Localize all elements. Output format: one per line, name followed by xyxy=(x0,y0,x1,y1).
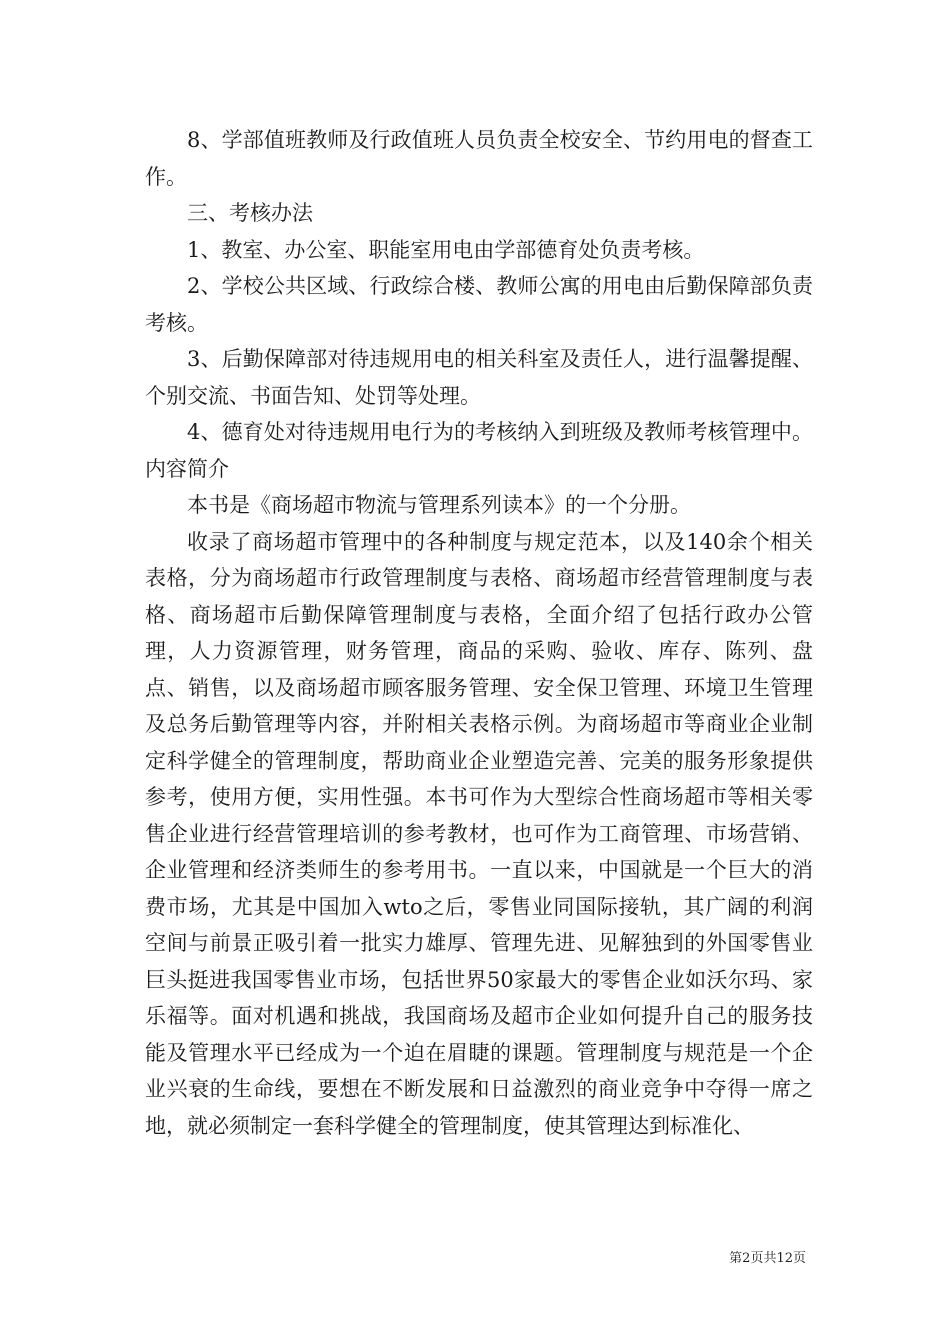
page-number: 第2页共12页 xyxy=(729,1251,806,1266)
paragraph-assessment-item-2: 2、学校公共区域、行政综合楼、教师公寓的用电由后勤保障部负责考核。 xyxy=(145,274,813,335)
paragraph-book-intro: 本书是《商场超市物流与管理系列读本》的一个分册。 xyxy=(187,493,691,517)
paragraph-assessment-item-1: 1、教室、办公室、职能室用电由学部德育处负责考核。 xyxy=(187,237,705,262)
paragraph-assessment-item-3: 3、后勤保障部对待违规用电的相关科室及责任人，进行温馨提醒、个别交流、书面告知、处罚等处理。 xyxy=(145,347,813,408)
paragraph-assessment-item-4: 4、德育处对待违规用电行为的考核纳入到班级及教师考核管理中。内容简介 xyxy=(145,420,813,481)
paragraph-book-description: 收录了商场超市管理中的各种制度与规定范本，以及140余个相关表格，分为商场超市行政管理制度与表格、商场超市经营管理制度与表格、商场超市后勤保障管理制度与表格，全面介绍了包括行政办公管理，人力资源管理，财务管理，商品的采购、验收、库存、陈列、盘点、销售，以及商场超市顾客服务管理、安全保卫管理、环境卫生管理及总务后勤管理等内容，并附相关表格示例。为商场超市等商业企业制定科学健全的管理制度，帮助商业企业塑造完善、完美的服务形象提供参考，使用方便，实用性强。本书可作为大型综合性商场超市等相关零售企业进行经营管理培训的参考教材，也可作为工商管理、市场营销、企业管理和经济类师生的参考用书。一直以来，中国就是一个巨大的消费市场，尤其是中国加入wto之后，零售业同国际接轨，其广阔的利润空间与前景正吸引着一批实力雄厚、管理先进、见解独到的外国零售业巨头挺进我国零售业市场，包括世界50家最大的零售企业如沃尔玛、家乐福等。面对机遇和挑战，我国商场及超市企业如何提升自己的服务技能及管理水平已经成为一个迫在眉睫的课题。管理制度与规范是一个企业兴衰的生命线，要想在不断发展和日益激烈的商业竞争中夺得一席之地，就必须制定一套科学健全的管理制度，使其管理达到标准化、 xyxy=(145,529,813,1138)
document-body xyxy=(145,122,813,1144)
section-heading-assessment: 三、考核办法 xyxy=(187,201,313,225)
paragraph-duty-item-8: 8、学部值班教师及行政值班人员负责全校安全、节约用电的督查工作。 xyxy=(145,128,813,189)
